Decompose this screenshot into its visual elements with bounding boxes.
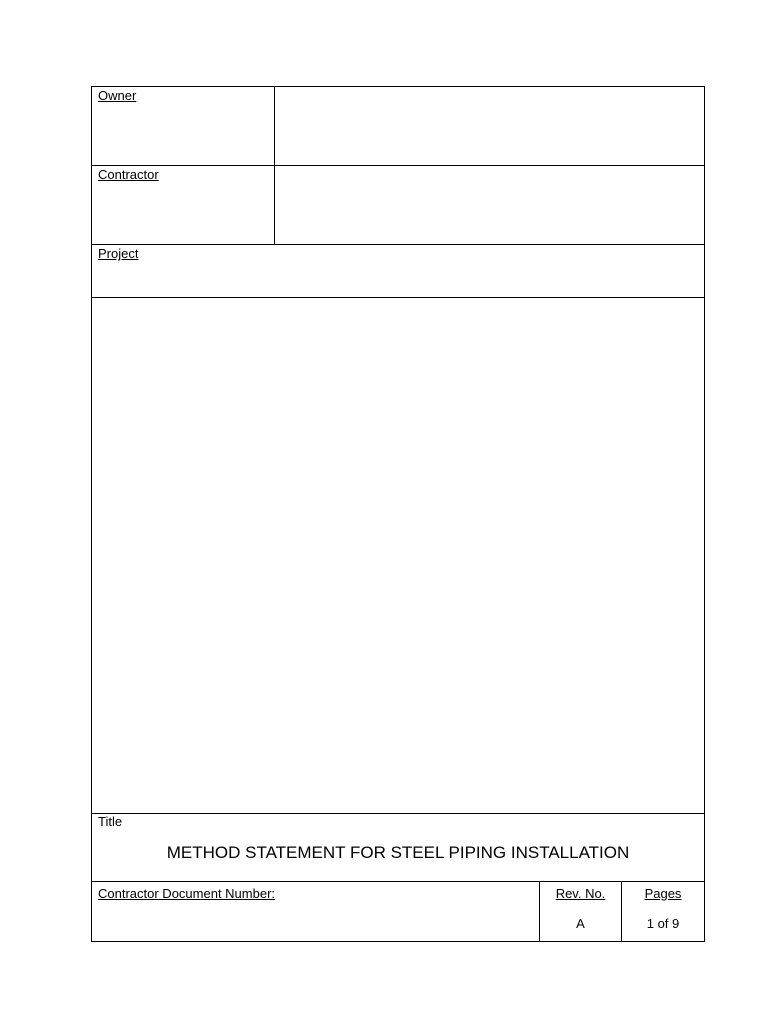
- pages-value: 1 of 9: [646, 916, 680, 931]
- footer-row: [92, 882, 704, 941]
- revision-value: A: [576, 916, 585, 931]
- owner-label: Owner: [98, 88, 137, 103]
- pages-cell: [622, 882, 704, 941]
- document-number-label: Contractor Document Number:: [98, 886, 276, 901]
- title-label: Title: [98, 814, 123, 829]
- project-row: [92, 245, 704, 298]
- contractor-row: [92, 166, 704, 245]
- pages-label: Pages: [644, 886, 682, 901]
- contractor-label: Contractor: [98, 167, 159, 182]
- cover-sheet-table: [91, 86, 705, 942]
- title-row: [92, 814, 704, 882]
- owner-row: [92, 87, 704, 166]
- owner-value-cell: [275, 87, 704, 165]
- revision-label: Rev. No.: [555, 886, 606, 901]
- contractor-label-cell: [92, 166, 275, 244]
- blank-content-area: [92, 298, 704, 814]
- owner-label-cell: [92, 87, 275, 165]
- document-number-cell: [92, 882, 540, 941]
- contractor-value-cell: [275, 166, 704, 244]
- document-title: METHOD STATEMENT FOR STEEL PIPING INSTALLATION: [166, 843, 630, 862]
- project-label: Project: [98, 246, 139, 261]
- revision-cell: [540, 882, 622, 941]
